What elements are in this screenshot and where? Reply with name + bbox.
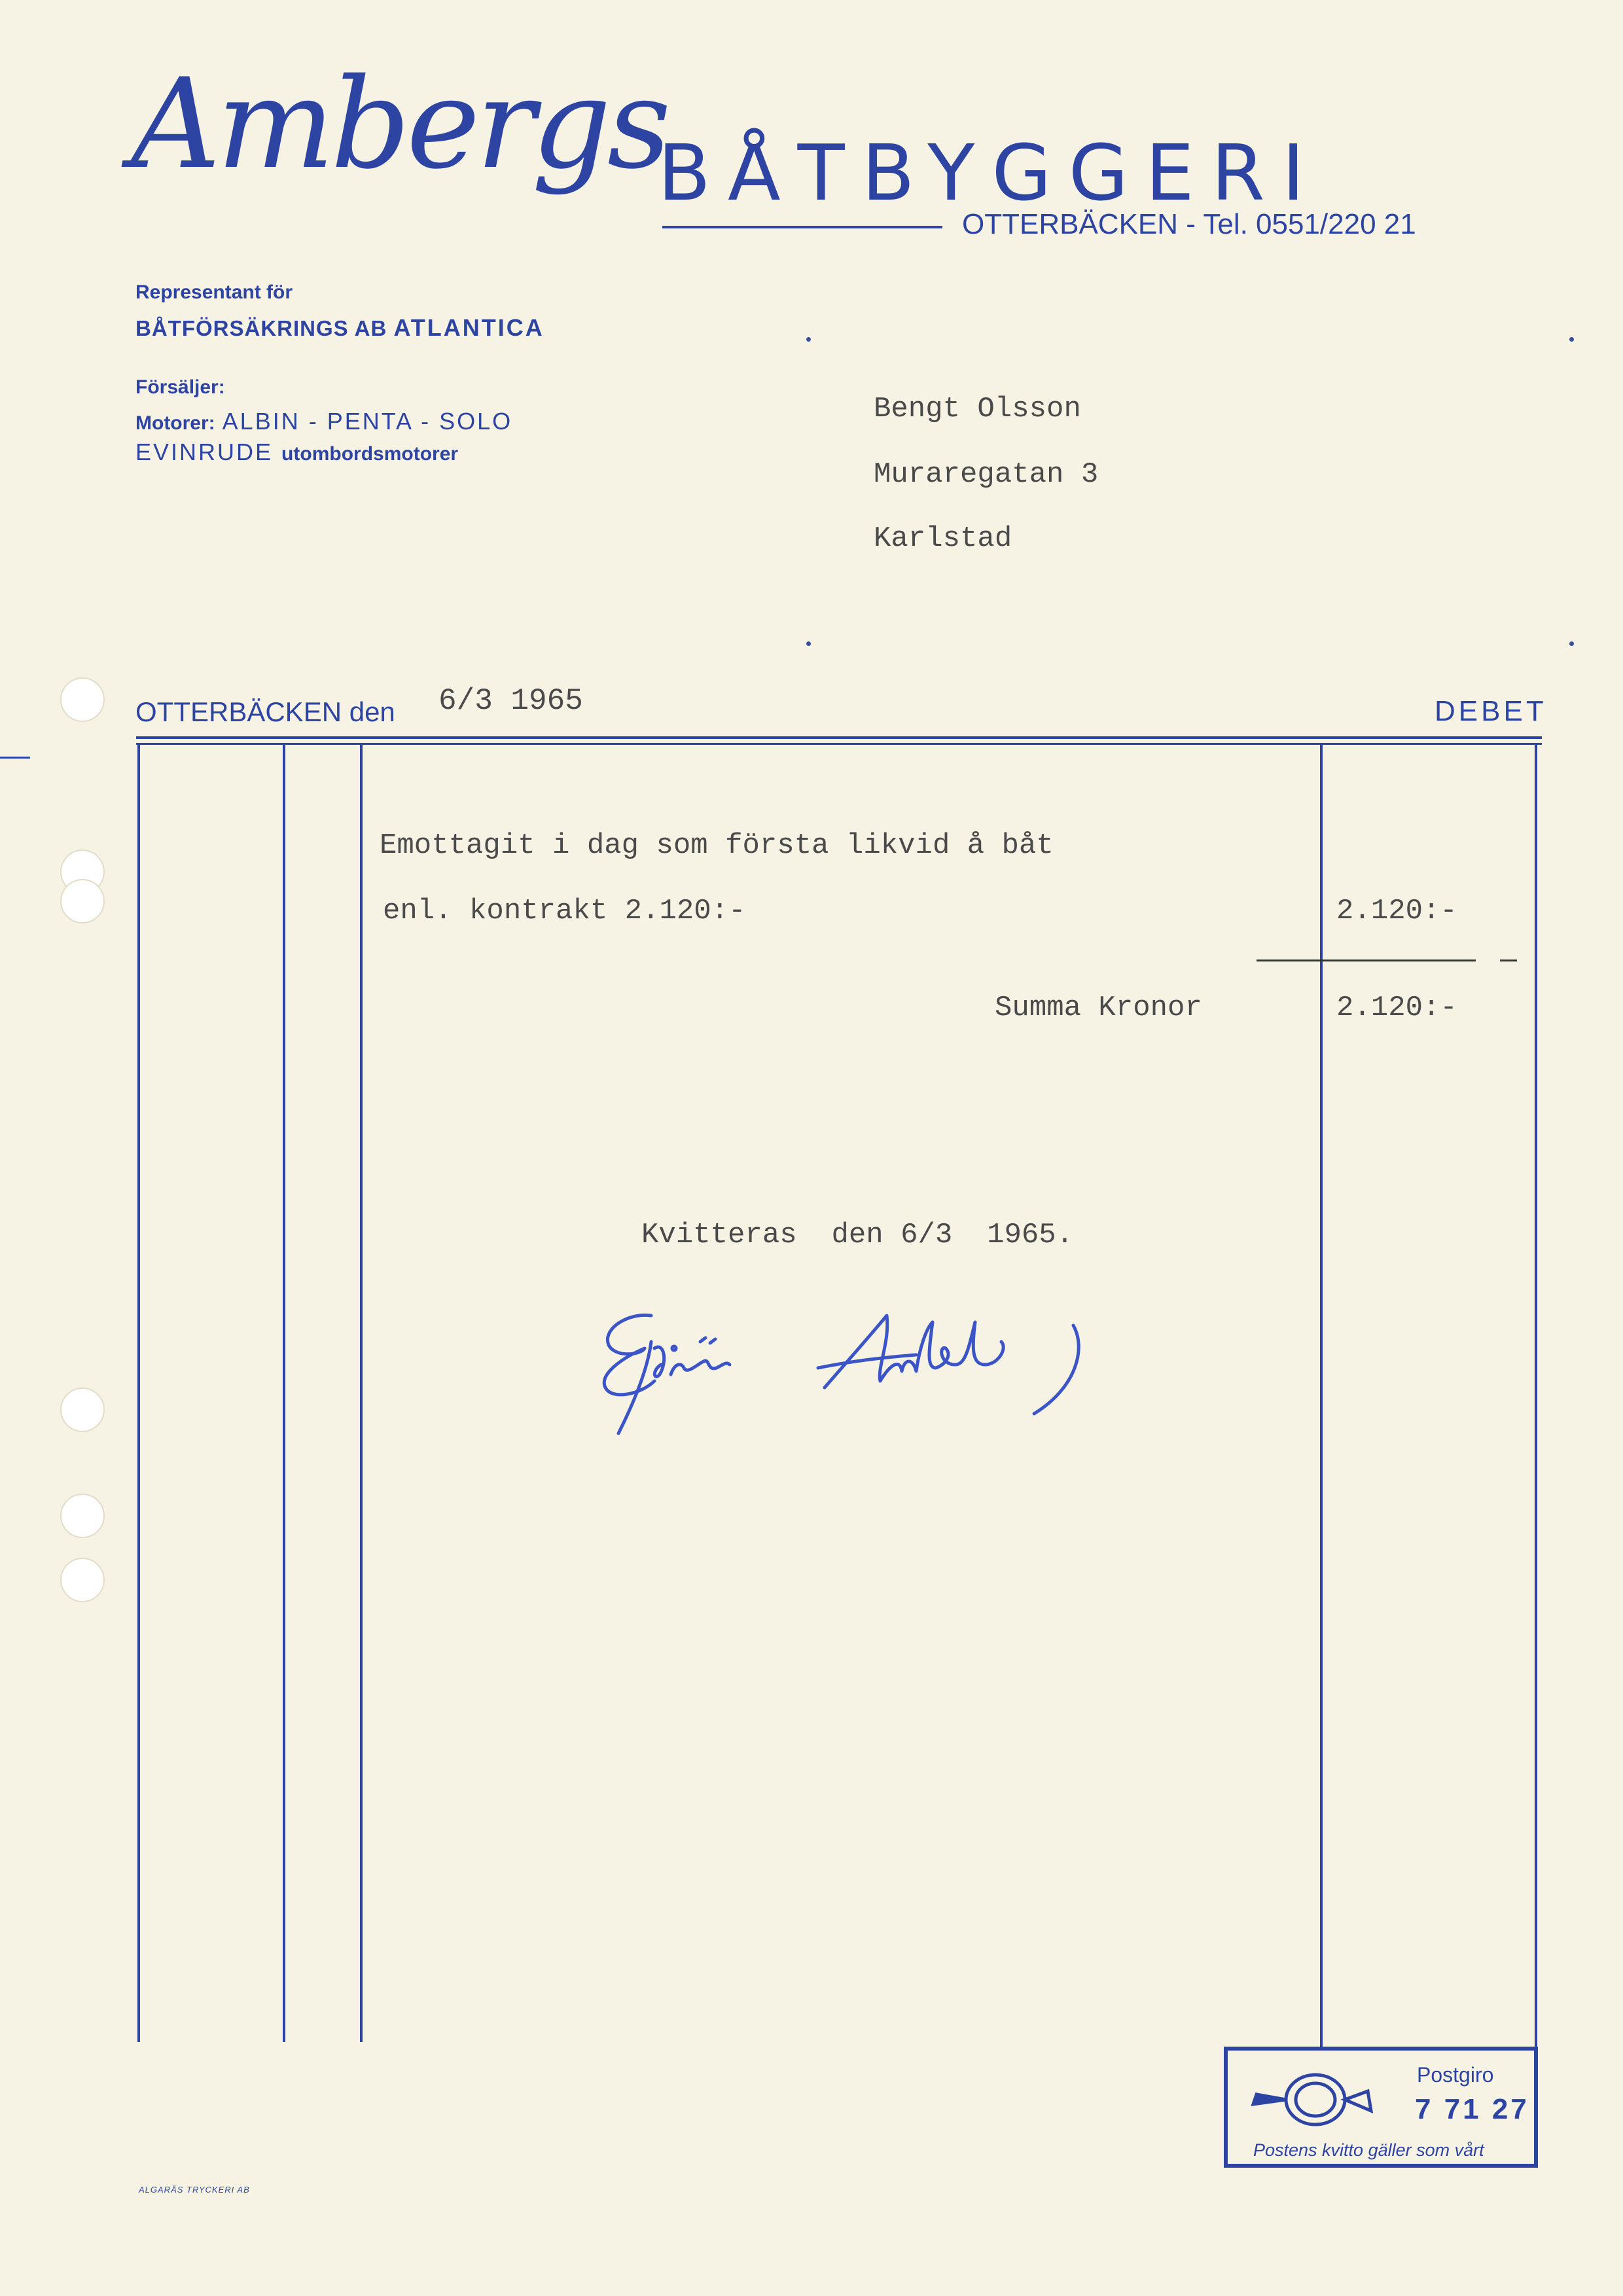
ledger-column-line — [1320, 743, 1323, 2047]
entry-description-line1: Emottagit i dag som första likvid å båt — [380, 829, 1054, 862]
ledger-top-rule-inner — [136, 743, 1542, 745]
postgiro-label: Postgiro — [1417, 2063, 1494, 2087]
entry-amount: 2.120:- — [1336, 895, 1457, 927]
signature — [589, 1302, 1126, 1453]
printer-imprint: ALGARÅS TRYCKERI AB — [139, 2185, 250, 2195]
sum-amount: 2.120:- — [1336, 992, 1457, 1024]
address-window-mark — [806, 337, 811, 342]
recipient-name: Bengt Olsson — [874, 393, 1081, 425]
ledger-top-rule — [136, 736, 1542, 739]
date-value: 6/3 1965 — [438, 684, 583, 718]
representative-company-prefix: BÅTFÖRSÄKRINGS AB — [135, 316, 387, 340]
ledger-column-line — [360, 743, 363, 2042]
sales-motors-line — [135, 408, 512, 435]
sum-rule-tail — [1500, 960, 1517, 961]
date-label: OTTERBÄCKEN den — [135, 696, 395, 727]
address-window-mark — [1569, 641, 1574, 646]
recipient-city: Karlstad — [874, 522, 1012, 555]
sales-outboard-line — [135, 439, 458, 466]
receipt-text: Kvitteras den 6/3 1965. — [641, 1219, 1074, 1251]
sum-rule — [1257, 960, 1476, 961]
representative-company — [135, 314, 544, 342]
recipient-street: Muraregatan 3 — [874, 458, 1099, 491]
representative-company-name: ATLANTICA — [393, 314, 544, 341]
address-window-mark — [806, 641, 811, 646]
address-window-mark — [1569, 337, 1574, 342]
representative-label: Representant för — [135, 281, 293, 303]
sales-motors-brands: ALBIN - PENTA - SOLO — [222, 408, 513, 435]
postgiro-number: 7 71 27 — [1415, 2093, 1529, 2125]
fold-mark — [0, 757, 30, 759]
punch-hole — [60, 677, 105, 722]
sum-label: Summa Kronor — [995, 992, 1202, 1024]
ledger-column-line — [1535, 743, 1537, 2047]
punch-hole — [60, 1388, 105, 1432]
punch-hole — [60, 1558, 105, 1602]
punch-hole — [60, 1494, 105, 1538]
header-divider — [662, 226, 942, 228]
company-logo-script: Ambergs — [131, 52, 668, 196]
company-location-phone: OTTERBÄCKEN - Tel. 0551/220 21 — [962, 208, 1416, 240]
company-name: BÅTBYGGERI — [658, 128, 1322, 218]
sales-motors-lead: Motorer: — [135, 412, 215, 434]
debet-heading: DEBET — [1435, 695, 1547, 727]
post-horn-icon — [1247, 2068, 1378, 2130]
postgiro-note: Postens kvitto gäller som vårt — [1253, 2140, 1484, 2160]
ledger-column-line — [137, 743, 140, 2042]
ledger-column-line — [283, 743, 285, 2042]
punch-hole — [60, 879, 105, 924]
entry-description-line2: enl. kontrakt 2.120:- — [383, 895, 746, 927]
sales-outboard-brand: EVINRUDE — [135, 439, 274, 465]
sales-outboard-tail: utombordsmotorer — [281, 443, 459, 465]
sales-label: Försäljer: — [135, 376, 225, 398]
